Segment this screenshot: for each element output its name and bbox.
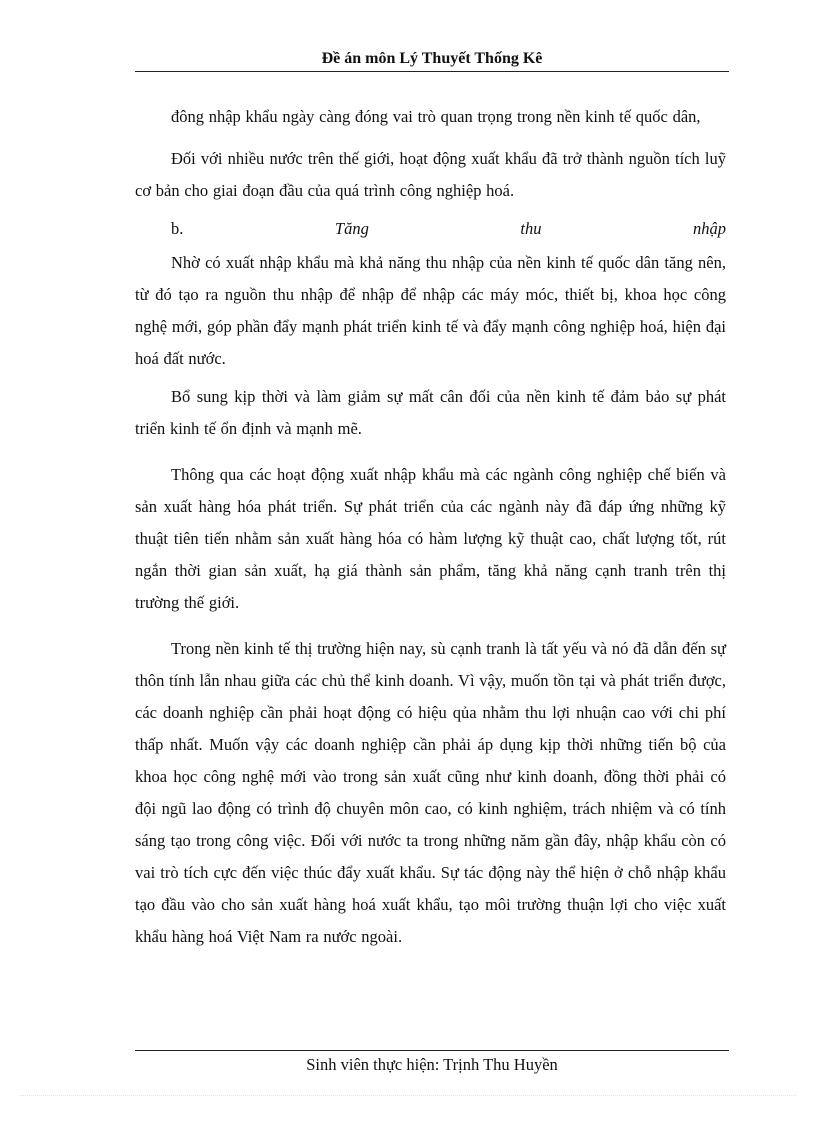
paragraph-1: đông nhập khẩu ngày càng đóng vai trò quan trọng trong nền kinh tế quốc dân, (171, 107, 701, 126)
page-bottom-edge (20, 1095, 796, 1096)
document-body (135, 101, 726, 953)
header-divider (135, 71, 729, 72)
paragraph-5: Thông qua các hoạt động xuất nhập khẩu mà các ngành công nghiệp chế biến và sản xuất hàng hóa phát triển. Sự phát triển của các ngành này đã đáp ứng những kỹ thuật tiên tiến nhằm sản xuất hàng hóa có hàm lượng kỹ thuật cao, chất lượng tốt, rút ngắn thời gian sản xuất, hạ giá thành sản phẩm, tăng khả năng cạnh tranh trên thị trường thế giới. (135, 465, 726, 612)
paragraph-2: Đối với nhiều nước trên thế giới, hoạt động xuất khẩu đã trở thành nguồn tích luỹ cơ bản cho giai đoạn đầu của quá trình công nghiệp hoá. (135, 149, 726, 200)
paragraph-6: Trong nền kinh tế thị trường hiện nay, sù cạnh tranh là tất yếu và nó đã dẫn đến sự thôn tính lẫn nhau giữa các chủ thể kinh doanh. Vì vậy, muốn tồn tại và phát triển được, các doanh nghiệp cần phải hoạt động có hiệu qủa nhằm thu lợi nhuận cao với chi phí thấp nhất. Muốn vậy các doanh nghiệp cần phải áp dụng kịp thời những tiến bộ của khoa học công nghệ mới vào trong sản xuất cũng như kinh doanh, đồng thời phải có đội ngũ lao động có trình độ chuyên môn cao, có kinh nghiệm, trách nhiệm và có tính sáng tạo trong công việc. Đối với nước ta trong những năm gần đây, nhập khẩu còn có vai trò tích cực đến việc thúc đẩy xuất khẩu. Sự tác động này thể hiện ở chỗ nhập khẩu tạo đầu vào cho sản xuất hàng hoá xuất khẩu, tạo môi trường thuận lợi cho việc xuất khẩu hàng hoá Việt Nam ra nước ngoài. (135, 639, 726, 946)
sub-heading-word-3: nhập (693, 219, 726, 238)
page-header-title: Đề án môn Lý Thuyết Thống Kê (321, 50, 543, 67)
sub-heading-word-2: thu (520, 219, 542, 238)
page-footer-author: Sinh viên thực hiện: Trịnh Thu Huyền (306, 1055, 558, 1074)
sub-heading-word-1: Tăng (334, 219, 369, 238)
sub-heading-b (171, 213, 726, 245)
footer-divider (135, 1050, 729, 1051)
sub-heading-marker: b. (171, 219, 184, 238)
paragraph-4: Bổ sung kịp thời và làm giảm sự mất cân đối của nền kinh tế đảm bảo sự phát triển kinh tế ổn định và mạnh mẽ. (135, 387, 726, 438)
paragraph-3: Nhờ có xuất nhập khẩu mà khả năng thu nhập của nền kinh tế quốc dân tăng nên, từ đó tạo ra nguồn thu nhập để nhập để nhập các máy móc, thiết bị, khoa học công nghệ mới, góp phần đẩy mạnh phát triển kinh tế và đẩy mạnh công nghiệp hoá, hiện đại hoá đất nước. (135, 253, 726, 368)
